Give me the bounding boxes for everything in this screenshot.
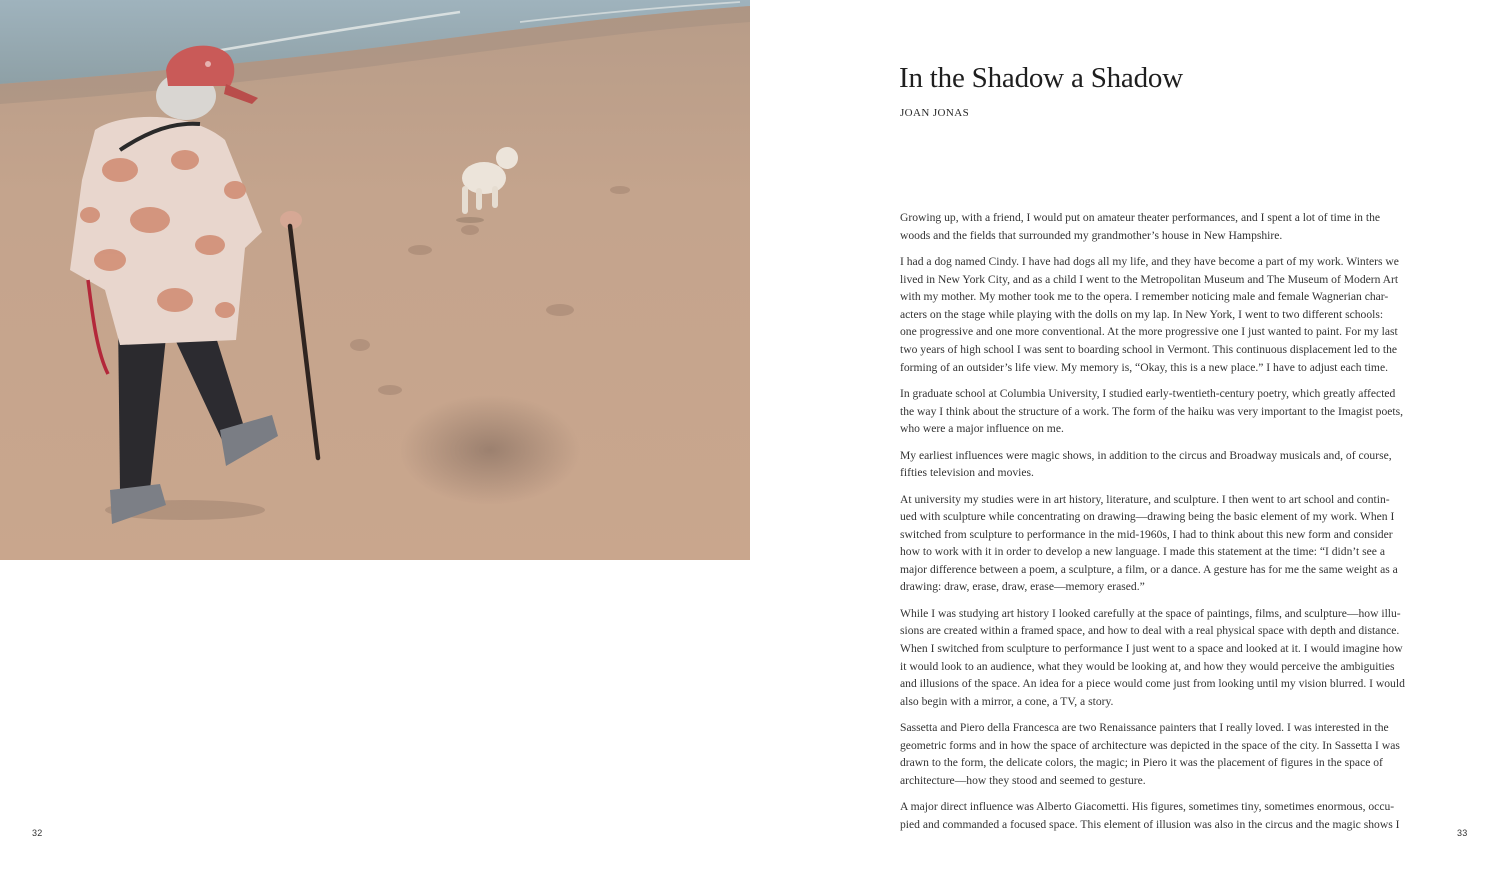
essay-line: fifties television and movies.	[900, 466, 1034, 480]
essay-title: In the Shadow a Shadow	[899, 62, 1183, 94]
essay-line: major difference between a poem, a sculpture, a film, or a dance. A gesture has for me the same weight as a	[900, 562, 1398, 576]
essay-line: A major direct influence was Alberto Giacometti. His figures, sometimes tiny, sometimes enormous, occu-	[900, 800, 1395, 814]
essay-line: In graduate school at Columbia University, I studied early-twentieth-century poetry, which greatly affected	[900, 386, 1396, 400]
essay-line: who were a major influence on me.	[900, 422, 1064, 436]
essay-line: with my mother. My mother took me to the opera. I remember noticing male and female Wagnerian char-	[900, 290, 1389, 304]
essay-line: one progressive and one more conventional. At the more progressive one I just wanted to paint. For my last	[900, 325, 1398, 339]
essay-line: drawing: draw, erase, draw, erase—memory erased.”	[900, 580, 1145, 594]
essay-paragraph	[900, 447, 1434, 482]
essay-line: it would look to an audience, what they would be looking at, and how they would perceive the ambiguities	[900, 659, 1395, 673]
essay-line: forming of an outsider’s life view. My memory is, “Okay, this is a new place.” I have to adjust each time.	[900, 360, 1388, 374]
essay-paragraph	[900, 798, 1434, 833]
wet-sand-patch	[400, 395, 580, 505]
beach-photo-illustration	[0, 0, 750, 560]
essay-paragraph	[900, 719, 1434, 789]
essay-paragraph	[900, 385, 1434, 438]
essay-paragraph	[900, 491, 1434, 597]
essay-line: pied and commanded a focused space. This element of illusion was also in the circus and the magic shows I	[900, 817, 1400, 831]
essay-line: ued with sculpture while concentrating on drawing—drawing being the basic element of my work. When I	[900, 510, 1395, 524]
essay-paragraph	[900, 605, 1434, 711]
essay-line: architecture—how they stood and seemed to gesture.	[900, 774, 1146, 787]
essay-line: two years of high school I was sent to boarding school in Vermont. This continuous displacement led to the	[900, 342, 1398, 356]
essay-line: Growing up, with a friend, I would put on amateur theater performances, and I spent a lot of time in the	[900, 211, 1381, 224]
essay-line: At university my studies were in art history, literature, and sculpture. I then went to art school and contin-	[900, 492, 1390, 506]
page-number-right: 33	[1457, 828, 1468, 838]
essay-line: I had a dog named Cindy. I have had dogs all my life, and they have become a part of my work. Winters we	[900, 254, 1399, 268]
essay-line: drawn to the form, the delicate colors, the magic; in Piero it was the placement of figures in the space of	[900, 756, 1383, 770]
essay-paragraph	[900, 209, 1434, 244]
essay-author: JOAN JONAS	[900, 107, 970, 119]
page-number-left: 32	[32, 828, 43, 838]
beach-photograph	[0, 0, 750, 560]
essay-line: geometric forms and in how the space of architecture was depicted in the space of the city. In Sassetta I was	[900, 738, 1400, 752]
essay-line: When I switched from sculpture to performance I just went to a space and looked at it. I would imagine how	[900, 642, 1403, 656]
essay-line: My earliest influences were magic shows, in addition to the circus and Broadway musicals and, of course,	[900, 448, 1392, 462]
essay-line: sions are created within a framed space, and how to deal with a real physical space with depth and distance.	[900, 624, 1400, 638]
essay-line: lived in New York City, and as a child I went to the Metropolitan Museum and The Museum of Modern Art	[900, 272, 1399, 286]
essay-line: switched from sculpture to performance in the mid-1960s, I had to think about this new form and consider	[900, 527, 1393, 541]
essay-line: and illusions of the space. An idea for a piece would come just from looking until my vision blurred. I would	[900, 677, 1405, 691]
essay-paragraph	[900, 253, 1434, 376]
essay-body	[900, 209, 1434, 842]
essay-line: the way I think about the structure of a work. The form of the haiku was very important to the Imagist poets,	[900, 404, 1404, 418]
essay-line: While I was studying art history I looked carefully at the space of paintings, films, and sculpture—how illu-	[900, 606, 1401, 620]
essay-line: woods and the fields that surrounded my grandmother’s house in New Hampshire.	[900, 228, 1283, 242]
essay-line: Sassetta and Piero della Francesca are two Renaissance painters that I really loved. I was interested in the	[900, 721, 1389, 735]
essay-line: also begin with a mirror, a cone, a TV, a story.	[900, 694, 1114, 708]
essay-line: how to work with it in order to develop a new language. I made this statement at the time: “I didn’t see a	[900, 545, 1385, 559]
essay-line: acters on the stage while playing with the dolls on my lap. In New York, I went to two different schools:	[900, 307, 1384, 321]
